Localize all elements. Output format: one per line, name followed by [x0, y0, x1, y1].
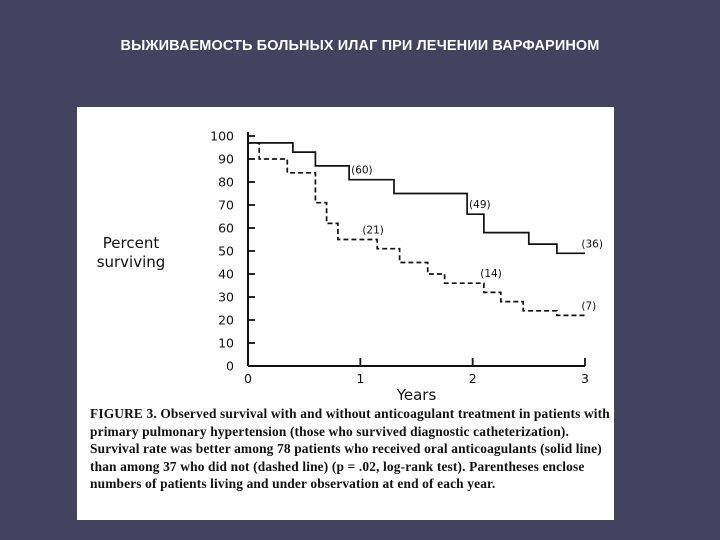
series-annotation: (49): [469, 199, 491, 212]
y-tick-label: 90: [218, 151, 234, 167]
series-annotation: (14): [480, 268, 502, 281]
y-tick-label: 80: [218, 174, 234, 190]
series-annotation: (7): [581, 300, 597, 313]
series-annotation: (60): [351, 164, 373, 177]
x-tick-label: 3: [581, 371, 589, 386]
survival-chart: [77, 107, 614, 407]
series-annotation: (36): [581, 238, 603, 251]
series-annotation: (21): [362, 224, 384, 237]
slide-title: ВЫЖИВАЕМОСТЬ БОЛЬНЫХ ИЛАГ ПРИ ЛЕЧЕНИИ ВАРФАРИНОМ: [120, 38, 600, 54]
y-tick-label: 100: [210, 128, 234, 144]
figure-caption: FIGURE 3. Observed survival with and without anticoagulant treatment in patients with primary pulmonary hypertension (those who survived diagnostic catheterization). Survival rate was better among 78 patients who received oral anticoagulants (solid line) than among 37 who did not (dashed line) (p = .02, log-rank test). Parentheses enclose numbers of patients living and under observation at end of each year.: [90, 406, 610, 491]
series-line-solid: [248, 143, 585, 253]
x-tick-label: 2: [468, 371, 477, 386]
y-tick-label: 10: [218, 335, 234, 351]
figure-panel: [77, 107, 614, 520]
x-tick-label: 1: [356, 371, 365, 386]
y-tick-label: 70: [218, 197, 234, 213]
y-tick-label: 50: [218, 243, 234, 259]
y-tick-label: 0: [226, 358, 234, 374]
y-tick-label: 20: [218, 312, 234, 328]
series-line-dashed: [248, 143, 585, 316]
y-tick-label: 60: [218, 220, 234, 236]
x-tick-label: 0: [244, 371, 252, 386]
y-axis-label: Percent: [102, 234, 160, 252]
y-axis-label: surviving: [96, 253, 166, 271]
x-axis-label: Years: [396, 386, 437, 404]
y-tick-label: 40: [218, 266, 234, 282]
y-tick-label: 30: [218, 289, 234, 305]
